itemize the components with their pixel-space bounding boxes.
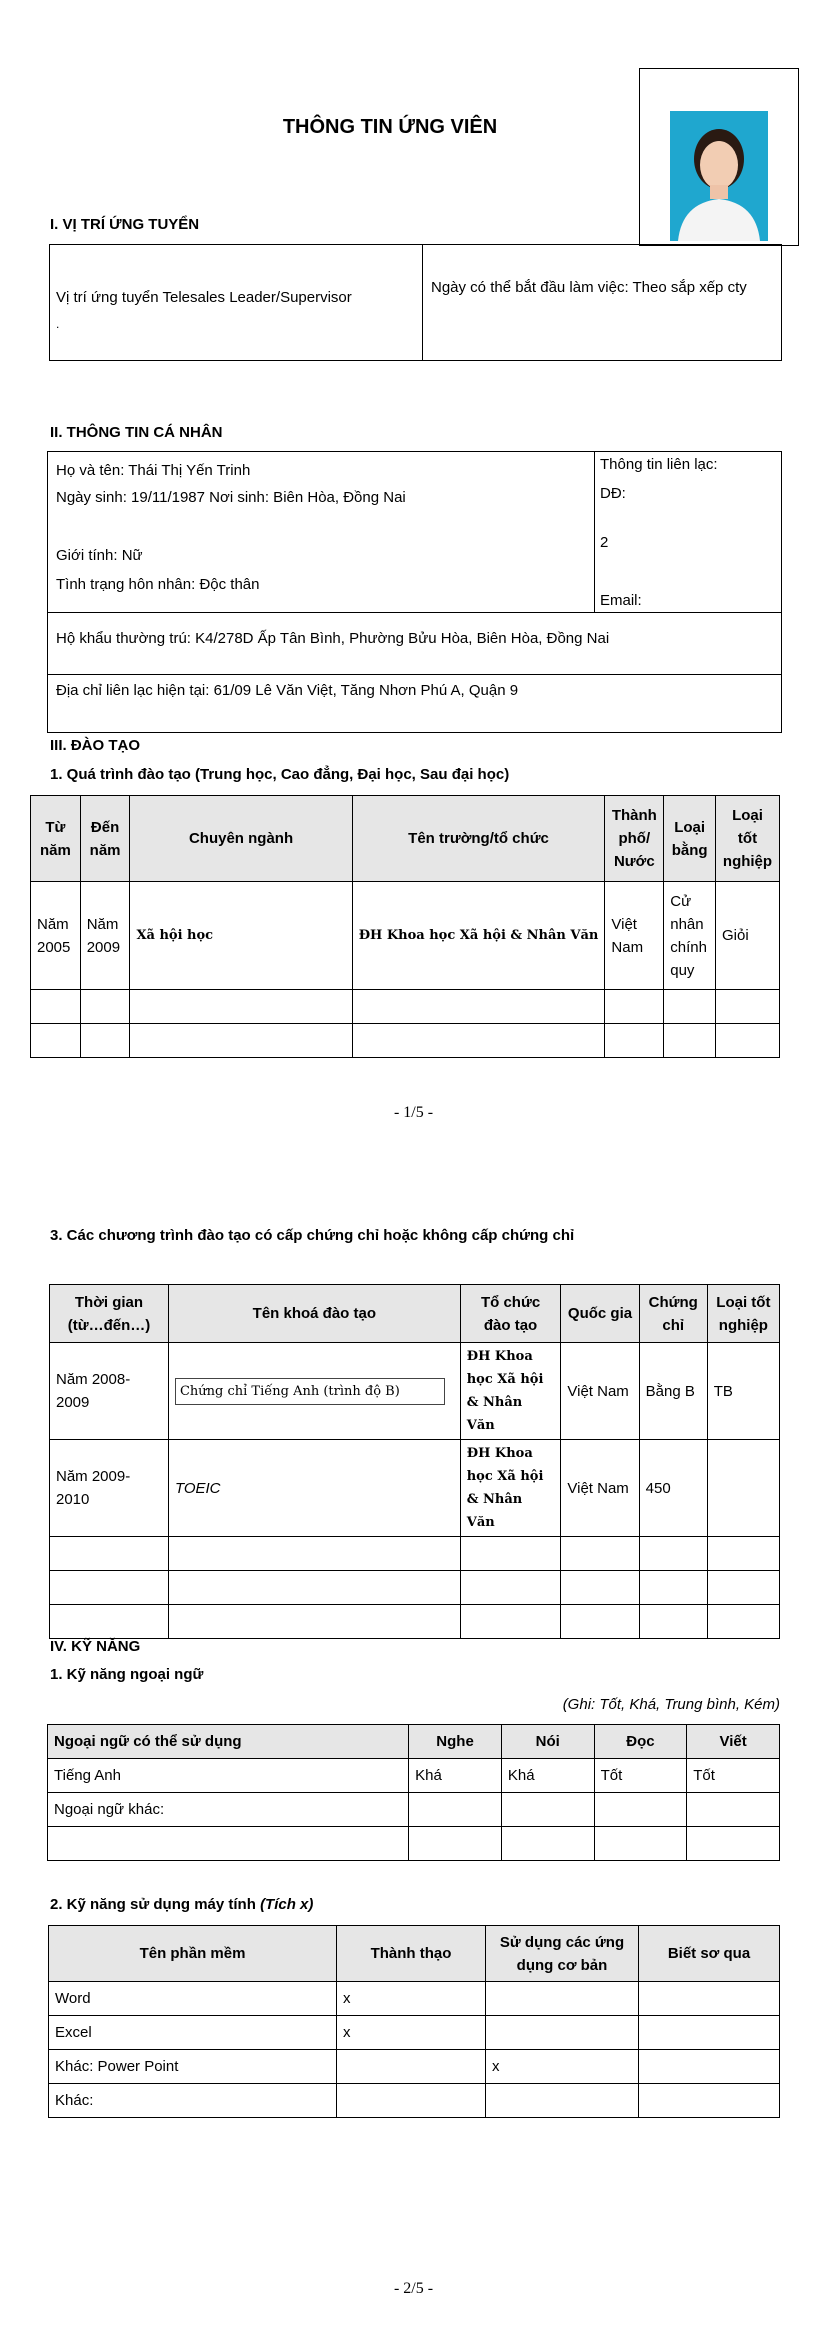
- contact-label: Thông tin liên lạc:: [600, 456, 718, 473]
- photo-frame: [639, 68, 799, 246]
- section-1-heading: I. VỊ TRÍ ỨNG TUYỂN: [50, 216, 200, 233]
- section-2-heading: II. THÔNG TIN CÁ NHÂN: [50, 424, 223, 441]
- language-table: Ngoại ngữ có thể sử dụng Nghe Nói Đọc Viết Tiếng Anh Khá Khá Tốt Tốt Ngoại ngữ khác:: [47, 1724, 780, 1861]
- position-box: Vị trí ứng tuyển Telesales Leader/Supervisor . Ngày có thể bắt đầu làm việc: Theo sắp xếp cty: [49, 244, 782, 361]
- table-row: Khác: Power Point x: [49, 2050, 780, 2084]
- full-name: Họ và tên: Thái Thị Yến Trinh: [56, 462, 251, 479]
- education-table: Từ năm Đến năm Chuyên ngành Tên trường/tổ chức Thành phố/ Nước Loại bằng Loại tốt nghiệp Năm 2005 Năm 2009 Xã hội học ĐH Khoa học Xã hội & Nhân Văn Việt Nam Cử nhân chính quy Giỏi: [30, 795, 780, 1058]
- table-row: Năm 2009-2010 TOEIC ĐH Khoa học Xã hội & Nhân Văn Việt Nam 450: [50, 1440, 780, 1537]
- table-row: [48, 1827, 780, 1861]
- section-4-heading: IV. KỸ NĂNG: [50, 1638, 141, 1655]
- candidate-photo: [670, 111, 768, 241]
- page-title: THÔNG TIN ỨNG VIÊN: [282, 116, 498, 138]
- position-text: Vị trí ứng tuyển Telesales Leader/Supervisor: [56, 289, 352, 306]
- page-number-1: - 1/5 -: [393, 1104, 434, 1121]
- training-subheading: 1. Quá trình đào tạo (Trung học, Cao đẳng, Đại học, Sau đại học): [50, 766, 510, 783]
- current-address: Địa chỉ liên lạc hiện tại: 61/09 Lê Văn Việt, Tăng Nhơn Phú A, Quận 9: [56, 682, 519, 699]
- section-3-heading: III. ĐÀO TẠO: [50, 737, 140, 754]
- table-row: Năm 2008-2009 Chứng chỉ Tiếng Anh (trình độ B) ĐH Khoa học Xã hội & Nhân Văn Việt Nam Bằng B TB: [50, 1343, 780, 1440]
- personal-info-box: [47, 451, 782, 733]
- gender: Giới tính: Nữ: [56, 547, 143, 564]
- phone-value: 2: [600, 534, 609, 551]
- birth-info: Ngày sinh: 19/11/1987 Nơi sinh: Biên Hòa, Đồng Nai: [56, 489, 406, 506]
- language-subheading: 1. Kỹ năng ngoại ngữ: [50, 1666, 204, 1683]
- table-row: Khác:: [49, 2084, 780, 2118]
- table-row: Ngoại ngữ khác:: [48, 1793, 780, 1827]
- language-note: (Ghi: Tốt, Khá, Trung bình, Kém): [562, 1696, 780, 1713]
- table-row: [50, 1537, 780, 1571]
- page-number-2: - 2/5 -: [393, 2280, 434, 2297]
- table-row: Tiếng Anh Khá Khá Tốt Tốt: [48, 1759, 780, 1793]
- table-row: Word x: [49, 1982, 780, 2016]
- table-row: Năm 2005 Năm 2009 Xã hội học ĐH Khoa học Xã hội & Nhân Văn Việt Nam Cử nhân chính quy Giỏi: [31, 882, 780, 990]
- permanent-residence: Hộ khẩu thường trú: K4/278D Ấp Tân Bình, Phường Bửu Hòa, Biên Hòa, Đồng Nai: [56, 630, 610, 647]
- table-row: [31, 1024, 780, 1058]
- table-row: Excel x: [49, 2016, 780, 2050]
- table-row: [50, 1605, 780, 1639]
- marital-status: Tình trạng hôn nhân: Độc thân: [56, 576, 260, 593]
- computer-skills-subheading: 2. Kỹ năng sử dụng máy tính (Tích x): [50, 1896, 314, 1913]
- table-row: [50, 1571, 780, 1605]
- start-date-text: Ngày có thể bắt đầu làm việc: Theo sắp xếp cty: [431, 279, 747, 296]
- email-label: Email:: [600, 592, 642, 609]
- computer-skills-table: Tên phần mềm Thành thạo Sử dụng các ứng dụng cơ bản Biết sơ qua Word x Excel x Khác: Power Point x Khác:: [48, 1925, 780, 2118]
- phone-label: DĐ:: [600, 485, 626, 502]
- certificates-subheading: 3. Các chương trình đào tạo có cấp chứng chỉ hoặc không cấp chứng chỉ: [50, 1227, 575, 1244]
- table-row: [31, 990, 780, 1024]
- certificates-table: Thời gian (từ…đến…) Tên khoá đào tạo Tổ chức đào tạo Quốc gia Chứng chỉ Loại tốt nghiệp Năm 2008-2009 Chứng chỉ Tiếng Anh (trình độ B) ĐH Khoa học Xã hội & Nhân Văn Việt Nam Bằng B TB Năm 2009-2010 TOEIC ĐH Khoa học Xã hội & Nhân Văn Việt Nam 450: [49, 1284, 780, 1639]
